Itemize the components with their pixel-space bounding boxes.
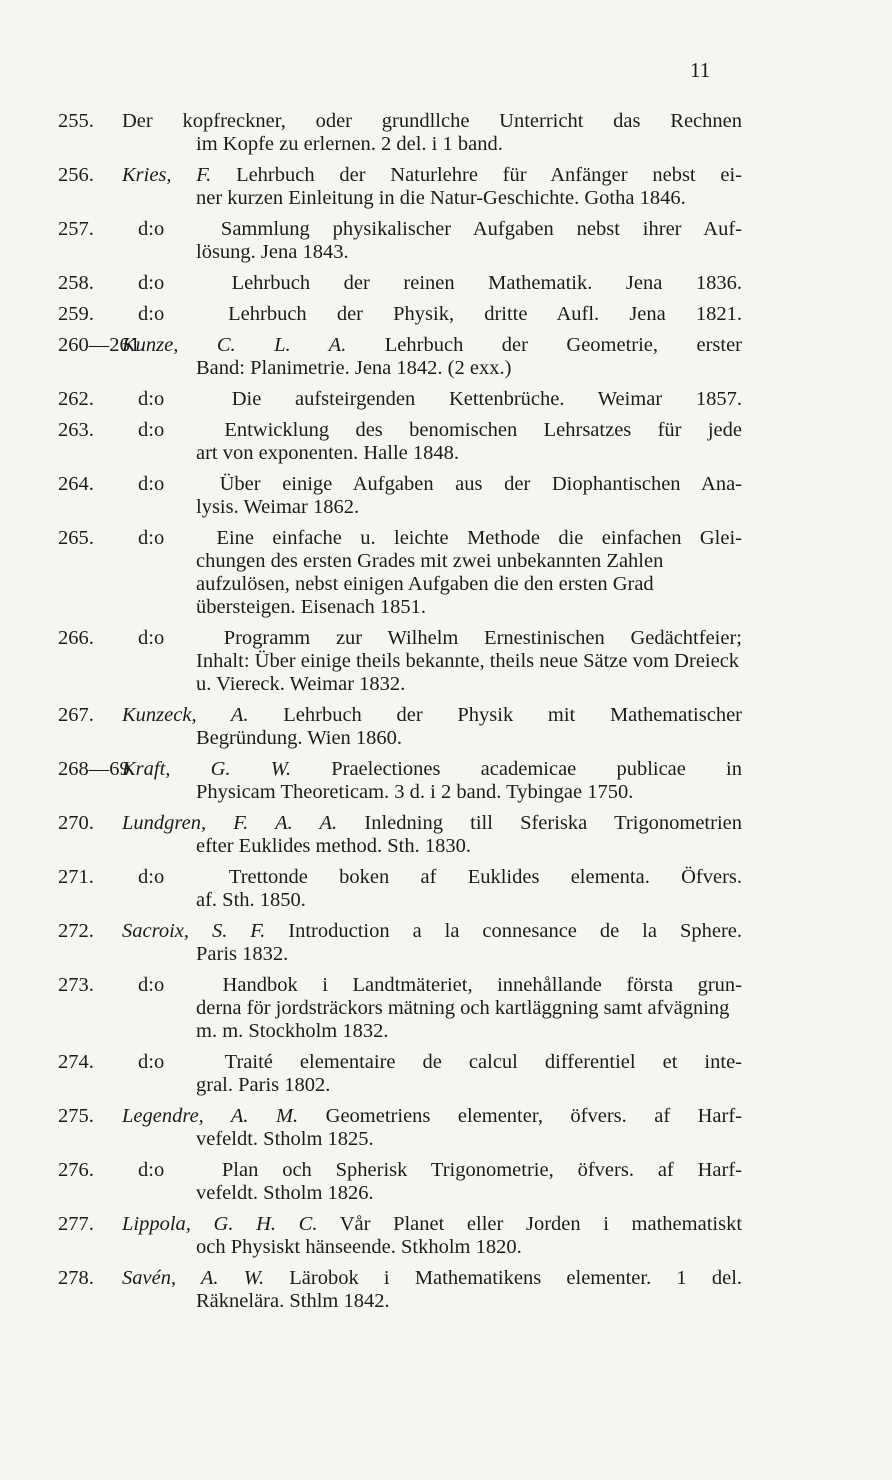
entry-author: Sacroix, S. F. bbox=[122, 920, 266, 942]
catalog-entry bbox=[0, 303, 892, 326]
entry-continuation: Begründung. Wien 1860. bbox=[196, 727, 403, 749]
entry-first-line bbox=[122, 303, 742, 326]
entry-number: 277. bbox=[58, 1213, 94, 1235]
catalog-entry bbox=[0, 1267, 892, 1313]
entry-title: Geometriens elementer, öfvers. af Harf- bbox=[325, 1105, 742, 1127]
entry-first-line bbox=[122, 812, 742, 835]
entry-author: Kraft, G. W. bbox=[122, 758, 292, 780]
entry-continuation: Räknelära. Sthlm 1842. bbox=[196, 1290, 390, 1312]
entry-number: 268—69. bbox=[58, 758, 135, 780]
entry-number: 276. bbox=[58, 1159, 94, 1181]
entry-title: Lehrbuch der Physik, dritte Aufl. Jena 1821. bbox=[228, 303, 742, 325]
catalog-entry bbox=[0, 920, 892, 966]
catalog-entry bbox=[0, 388, 892, 411]
ditto-mark: d:o bbox=[138, 1159, 165, 1181]
entry-first-line bbox=[122, 704, 742, 727]
entry-number: 278. bbox=[58, 1267, 94, 1289]
entry-continuation: im Kopfe zu erlernen. 2 del. i 1 band. bbox=[196, 133, 503, 155]
entry-number: 255. bbox=[58, 110, 94, 132]
entry-author: Savén, A. W. bbox=[122, 1267, 265, 1289]
entry-title: Lehrbuch der Physik mit Mathematischer bbox=[283, 704, 742, 726]
catalog-entry bbox=[0, 866, 892, 912]
entry-title: Trettonde boken af Euklides elementa. Öfvers. bbox=[228, 866, 742, 888]
entry-title: Lehrbuch der Naturlehre für Anfänger nebst ei- bbox=[236, 164, 742, 186]
entry-number: 260—261. bbox=[58, 334, 146, 356]
entry-title: Handbok i Landtmäteriet, innehållande första grun- bbox=[222, 974, 742, 996]
catalog-entry bbox=[0, 164, 892, 210]
entry-number: 273. bbox=[58, 974, 94, 996]
entry-continuation: Inhalt: Über einige theils bekannte, theils neue Sätze vom Dreieck u. Viereck. Weimar 1832. bbox=[196, 650, 740, 695]
catalog-entry bbox=[0, 272, 892, 295]
entry-number: 264. bbox=[58, 473, 94, 495]
entry-continuation: Physicam Theoreticam. 3 d. i 2 band. Tybingae 1750. bbox=[196, 781, 634, 803]
entry-number: 271. bbox=[58, 866, 94, 888]
entry-first-line bbox=[122, 758, 742, 781]
entry-author: Lundgren, F. A. A. bbox=[122, 812, 338, 834]
entry-first-line bbox=[122, 110, 742, 133]
entry-title: Sammlung physikalischer Aufgaben nebst ihrer Auf- bbox=[220, 218, 742, 240]
entry-continuation: och Physiskt hänseende. Stkholm 1820. bbox=[196, 1236, 522, 1258]
ditto-mark: d:o bbox=[138, 1051, 165, 1073]
entry-first-line bbox=[122, 974, 742, 997]
entry-author: Kunzeck, A. bbox=[122, 704, 249, 726]
entry-continuation: lysis. Weimar 1862. bbox=[196, 496, 360, 518]
entry-first-line bbox=[122, 218, 742, 241]
entry-continuation: chungen des ersten Grades mit zwei unbekannten Zahlen aufzulösen, nebst einigen Aufgaben die den ersten Grad übersteigen. Eisenach 1851. bbox=[196, 550, 664, 618]
entry-first-line bbox=[122, 1159, 742, 1182]
entry-number: 259. bbox=[58, 303, 94, 325]
entry-first-line bbox=[122, 866, 742, 889]
ditto-mark: d:o bbox=[138, 866, 165, 888]
entry-first-line bbox=[122, 627, 742, 650]
page-number: 11 bbox=[690, 58, 711, 82]
entry-first-line bbox=[122, 1267, 742, 1290]
ditto-mark: d:o bbox=[138, 388, 165, 410]
catalog-entry bbox=[0, 473, 892, 519]
entry-title: Lehrbuch der Geometrie, erster bbox=[384, 334, 742, 356]
entry-number: 275. bbox=[58, 1105, 94, 1127]
entry-number: 257. bbox=[58, 218, 94, 240]
catalog-entry bbox=[0, 974, 892, 1043]
entry-title: Introduction a la connesance de la Sphere. bbox=[288, 920, 742, 942]
catalog-entry bbox=[0, 110, 892, 156]
entry-title: Inledning till Sferiska Trigonometrien bbox=[364, 812, 742, 834]
entry-title: Vår Planet eller Jorden i mathematiskt bbox=[339, 1213, 742, 1235]
entry-continuation: lösung. Jena 1843. bbox=[196, 241, 349, 263]
entry-title: Der kopfreckner, oder grundllche Unterricht das Rechnen bbox=[122, 110, 742, 132]
ditto-mark: d:o bbox=[138, 272, 165, 294]
entry-first-line bbox=[122, 388, 742, 411]
catalog-entry bbox=[0, 1051, 892, 1097]
entry-number: 265. bbox=[58, 527, 94, 549]
entry-title: Die aufsteirgenden Kettenbrüche. Weimar 1857. bbox=[231, 388, 742, 410]
entry-title: Plan och Spherisk Trigonometrie, öfvers. af Harf- bbox=[221, 1159, 742, 1181]
entry-continuation: efter Euklides method. Sth. 1830. bbox=[196, 835, 471, 857]
entry-author: Kunze, C. L. A. bbox=[122, 334, 347, 356]
entry-title: Entwicklung des benomischen Lehrsatzes für jede bbox=[224, 419, 742, 441]
catalog-entry bbox=[0, 1159, 892, 1205]
catalog-entry bbox=[0, 1105, 892, 1151]
entry-first-line bbox=[122, 473, 742, 496]
entry-continuation: Band: Planimetrie. Jena 1842. (2 exx.) bbox=[196, 357, 512, 379]
entry-number: 263. bbox=[58, 419, 94, 441]
catalog-entry bbox=[0, 627, 892, 696]
ditto-mark: d:o bbox=[138, 419, 165, 441]
catalog-list bbox=[0, 110, 892, 1321]
entry-number: 274. bbox=[58, 1051, 94, 1073]
entry-number: 256. bbox=[58, 164, 94, 186]
entry-first-line bbox=[122, 527, 742, 550]
entry-title: Lärobok i Mathematikens elementer. 1 del. bbox=[289, 1267, 742, 1289]
entry-continuation: Paris 1832. bbox=[196, 943, 289, 965]
entry-first-line bbox=[122, 164, 742, 187]
ditto-mark: d:o bbox=[138, 627, 165, 649]
catalog-entry bbox=[0, 527, 892, 619]
catalog-entry bbox=[0, 812, 892, 858]
entry-continuation: vefeldt. Stholm 1825. bbox=[196, 1128, 374, 1150]
entry-first-line bbox=[122, 920, 742, 943]
entry-author: Kries, F. bbox=[122, 164, 212, 186]
entry-first-line bbox=[122, 419, 742, 442]
entry-first-line bbox=[122, 1051, 742, 1074]
entry-title: Über einige Aufgaben aus der Diophantischen Ana- bbox=[219, 473, 742, 495]
entry-number: 262. bbox=[58, 388, 94, 410]
entry-number: 266. bbox=[58, 627, 94, 649]
entry-continuation: gral. Paris 1802. bbox=[196, 1074, 331, 1096]
entry-number: 258. bbox=[58, 272, 94, 294]
entry-first-line bbox=[122, 272, 742, 295]
ditto-mark: d:o bbox=[138, 473, 165, 495]
entry-first-line bbox=[122, 1213, 742, 1236]
entry-number: 267. bbox=[58, 704, 94, 726]
ditto-mark: d:o bbox=[138, 974, 165, 996]
entry-title: Programm zur Wilhelm Ernestinischen Gedächtfeier; bbox=[223, 627, 742, 649]
entry-title: Traité elementaire de calcul differentiel et inte- bbox=[224, 1051, 742, 1073]
entry-author: Legendre, A. M. bbox=[122, 1105, 299, 1127]
ditto-mark: d:o bbox=[138, 527, 165, 549]
entry-continuation: af. Sth. 1850. bbox=[196, 889, 306, 911]
catalog-entry bbox=[0, 704, 892, 750]
entry-title: Eine einfache u. leichte Methode die einfachen Glei- bbox=[216, 527, 742, 549]
entry-number: 270. bbox=[58, 812, 94, 834]
entry-number: 272. bbox=[58, 920, 94, 942]
entry-title: Lehrbuch der reinen Mathematik. Jena 1836. bbox=[231, 272, 742, 294]
catalog-entry bbox=[0, 419, 892, 465]
entry-first-line bbox=[122, 1105, 742, 1128]
ditto-mark: d:o bbox=[138, 303, 165, 325]
entry-author: Lippola, G. H. C. bbox=[122, 1213, 318, 1235]
catalog-entry bbox=[0, 218, 892, 264]
entry-continuation: vefeldt. Stholm 1826. bbox=[196, 1182, 374, 1204]
catalog-entry bbox=[0, 758, 892, 804]
entry-continuation: art von exponenten. Halle 1848. bbox=[196, 442, 460, 464]
catalog-entry bbox=[0, 1213, 892, 1259]
entry-continuation: derna för jordsträckors mätning och kartläggning samt afvägning m. m. Stockholm 1832. bbox=[196, 997, 730, 1042]
entry-continuation: ner kurzen Einleitung in die Natur-Geschichte. Gotha 1846. bbox=[196, 187, 686, 209]
entry-first-line bbox=[122, 334, 742, 357]
catalog-entry bbox=[0, 334, 892, 380]
entry-title: Praelectiones academicae publicae in bbox=[331, 758, 742, 780]
ditto-mark: d:o bbox=[138, 218, 165, 240]
